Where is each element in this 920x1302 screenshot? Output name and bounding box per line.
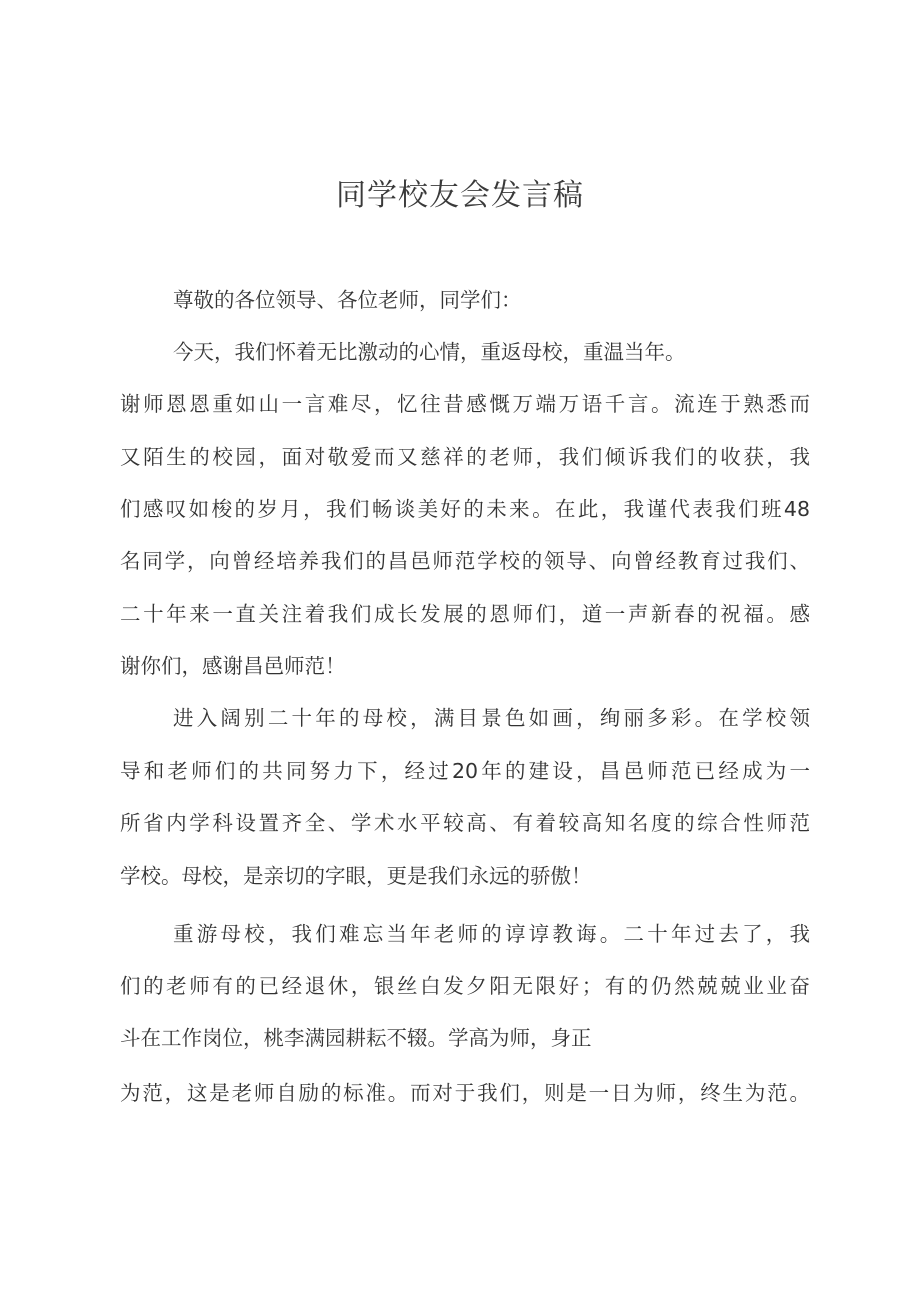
- salutation-line: 尊敬的各位领导、各位老师，同学们：: [173, 288, 522, 312]
- paragraph-line: 今天，我们怀着无比激动的心情，重返母校，重温当年。: [173, 340, 686, 364]
- paragraph-line: 们感叹如梭的岁月，我们畅谈美好的未来。在此，我谨代表我们班48: [120, 497, 810, 521]
- paragraph-line: 为范，这是老师自励的标准。而对于我们，则是一日为师，终生为范。: [120, 1081, 810, 1105]
- paragraph-line: 学校。母校，是亲切的字眼，更是我们永远的骄傲！: [120, 864, 592, 888]
- paragraph-line: 名同学，向曾经培养我们的昌邑师范学校的领导、向曾经教育过我们、: [120, 549, 810, 573]
- paragraph-line: 进入阔别二十年的母校，满目景色如画，绚丽多彩。在学校领: [173, 706, 810, 730]
- paragraph-line: 又陌生的校园，面对敬爱而又慈祥的老师，我们倾诉我们的收获，我: [120, 445, 810, 469]
- paragraph-line: 导和老师们的共同努力下，经过20年的建设，昌邑师范已经成为一: [120, 759, 810, 783]
- paragraph-line: 们的老师有的已经退休，银丝白发夕阳无限好；有的仍然兢兢业业奋: [120, 974, 810, 998]
- paragraph-line: 二十年来一直关注着我们成长发展的恩师们，道一声新春的祝福。感: [120, 602, 810, 626]
- paragraph-line: 谢你们，感谢昌邑师范！: [120, 654, 346, 678]
- paragraph-line: 所省内学科设置齐全、学术水平较高、有着较高知名度的综合性师范: [120, 811, 810, 835]
- paragraph-line: 斗在工作岗位，桃李满园耕耘不辍。学高为师，身正: [120, 1026, 592, 1050]
- paragraph-line: 重游母校，我们难忘当年老师的谆谆教诲。二十年过去了，我: [173, 922, 810, 946]
- document-title: 同学校友会发言稿: [336, 178, 584, 213]
- paragraph-line: 谢师恩恩重如山一言难尽，忆往昔感慨万端万语千言。流连于熟悉而: [120, 392, 810, 416]
